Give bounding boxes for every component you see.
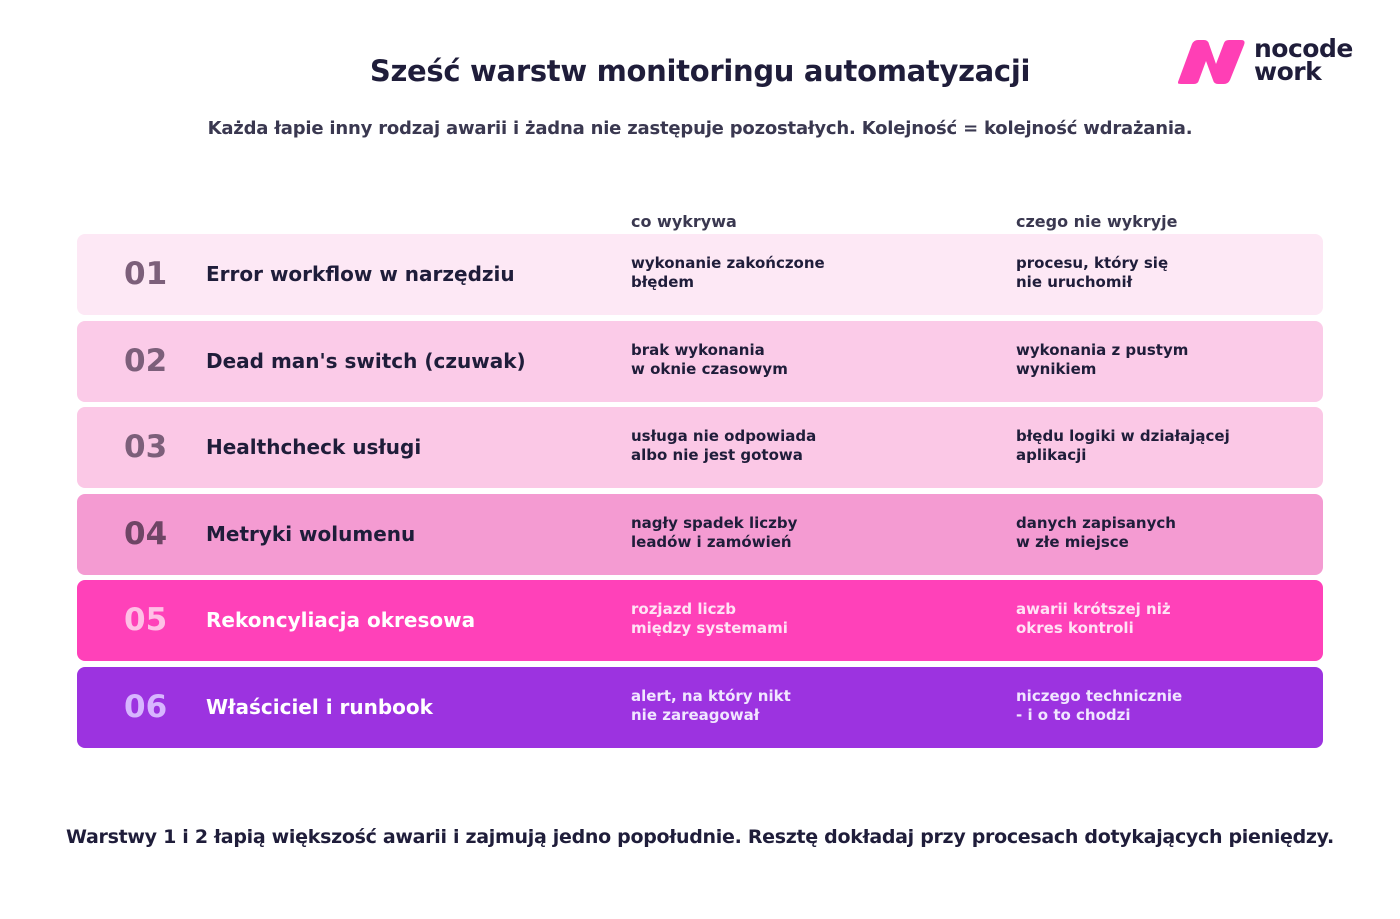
layer-number: 05 <box>124 602 168 638</box>
layer-row-06 <box>77 667 1323 748</box>
layers-table <box>77 234 1323 753</box>
column-header-misses: czego nie wykryje <box>1016 212 1178 231</box>
layer-row-05 <box>77 580 1323 661</box>
layer-misses: niczego technicznie - i o to chodzi <box>1016 686 1183 724</box>
layer-detects: alert, na który nikt nie zareagował <box>631 686 791 724</box>
layer-name: Właściciel i runbook <box>206 694 433 719</box>
page-subtitle: Każda łapie inny rodzaj awarii i żadna nie zastępuje pozostałych. Kolejność = kolejność wdrażania. <box>207 118 1193 139</box>
page-title: Sześć warstw monitoringu automatyzacji <box>369 54 1031 88</box>
layer-detects: brak wykonania w oknie czasowym <box>631 340 788 378</box>
layer-misses: danych zapisanych w złe miejsce <box>1016 513 1176 551</box>
layer-number: 03 <box>124 429 168 465</box>
layer-row-01 <box>77 234 1323 315</box>
layer-name: Rekoncyliacja okresowa <box>206 608 476 632</box>
logo-line-2: work <box>1254 57 1322 86</box>
layer-detects: usługa nie odpowiada albo nie jest gotowa <box>631 427 817 464</box>
layer-detects: wykonanie zakończone błędem <box>631 254 825 291</box>
layer-name: Healthcheck usługi <box>206 435 422 459</box>
layer-row-04 <box>77 494 1323 575</box>
layer-misses: procesu, który się nie uruchomił <box>1016 254 1169 291</box>
layer-row-02 <box>77 321 1323 402</box>
layer-detects: nagły spadek liczby leadów i zamówień <box>631 513 798 551</box>
layer-number: 06 <box>124 688 168 725</box>
layer-name: Error workflow w narzędziu <box>206 262 515 286</box>
layer-misses: wykonania z pustym wynikiem <box>1016 340 1189 378</box>
column-header-detects: co wykrywa <box>631 212 737 231</box>
brand-logo <box>1178 34 1358 88</box>
layer-misses: awarii krótszej niż okres kontroli <box>1016 600 1171 637</box>
logo-wordmark <box>1254 34 1353 86</box>
layer-number: 02 <box>124 342 168 379</box>
nocode-work-logo-icon <box>1178 40 1248 84</box>
layer-number: 04 <box>124 515 168 552</box>
layer-misses: błędu logiki w działającej aplikacji <box>1016 427 1230 464</box>
layer-detects: rozjazd liczb między systemami <box>631 600 788 637</box>
layer-name: Metryki wolumenu <box>206 521 416 546</box>
layer-name: Dead man's switch (czuwak) <box>206 348 526 373</box>
layer-number: 01 <box>124 256 168 292</box>
footer-note: Warstwy 1 i 2 łapią większość awarii i zajmują jedno popołudnie. Resztę dokładaj przy procesach dotykających pieniędzy. <box>66 826 1334 848</box>
layer-row-03 <box>77 407 1323 488</box>
logo-line-1: nocode <box>1254 34 1353 63</box>
